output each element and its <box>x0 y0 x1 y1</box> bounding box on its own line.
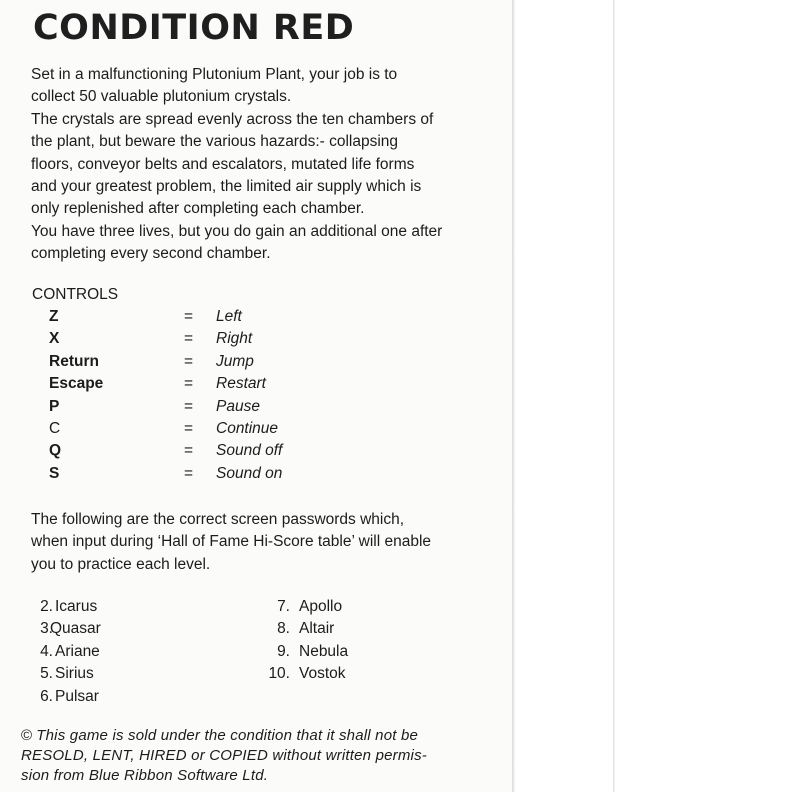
control-row <box>49 420 349 442</box>
text-line: and your greatest problem, the limited air supply which is <box>31 178 422 196</box>
password-item <box>31 620 231 642</box>
level-number: 4. <box>40 642 53 660</box>
control-action: Right <box>216 330 253 348</box>
text-line: the plant, but beware the various hazards:- collapsing <box>31 133 399 151</box>
level-number: 5. <box>40 665 53 683</box>
control-action: Sound on <box>216 464 283 482</box>
equals-sign: = <box>184 330 194 348</box>
password-name: Icarus <box>55 598 98 615</box>
text-line: RESOLD, LENT, HIRED or COPIED without written permis- <box>21 747 427 764</box>
password-item <box>266 643 466 665</box>
control-row <box>49 353 349 375</box>
password-list-left <box>31 598 231 710</box>
page-title: CONDITION RED <box>33 8 355 48</box>
text-line: This game is sold under the condition that it shall not be <box>36 727 419 744</box>
level-number: 2. <box>40 598 53 615</box>
equals-sign: = <box>184 464 194 482</box>
control-row <box>49 375 349 397</box>
control-action: Restart <box>216 375 266 393</box>
control-row <box>49 442 349 464</box>
equals-sign: = <box>184 397 194 415</box>
password-name: Quasar <box>50 620 101 638</box>
control-row <box>49 465 349 487</box>
password-name: Altair <box>299 620 335 638</box>
control-key: Z <box>49 308 59 325</box>
equals-sign: = <box>184 308 194 325</box>
password-name: Sirius <box>55 665 94 683</box>
level-number: 10. <box>268 665 290 683</box>
password-item <box>266 620 466 642</box>
control-key: C <box>49 419 61 437</box>
control-row <box>49 308 349 330</box>
control-key: P <box>49 397 60 415</box>
password-item <box>31 598 231 620</box>
text-line: collect 50 valuable plutonium crystals. <box>31 88 292 106</box>
password-item <box>31 643 231 665</box>
level-number: 7. <box>277 598 290 615</box>
text-line: floors, conveyor belts and escalators, mutated life forms <box>31 155 415 173</box>
equals-sign: = <box>184 442 194 460</box>
equals-sign: = <box>184 375 194 393</box>
password-name: Pulsar <box>55 687 99 705</box>
control-action: Left <box>216 308 242 325</box>
text-line: sion from Blue Ribbon Software Ltd. <box>21 767 269 784</box>
password-item <box>266 598 466 620</box>
copyright-notice <box>21 726 481 786</box>
text-line: you to practice each level. <box>31 555 211 573</box>
password-list-right <box>266 598 466 688</box>
password-item <box>31 665 231 687</box>
password-item <box>266 665 466 687</box>
control-row <box>49 330 349 352</box>
password-name: Nebula <box>299 642 349 660</box>
control-action: Jump <box>216 352 254 370</box>
text-line: The following are the correct screen passwords which, <box>31 511 405 528</box>
password-name: Vostok <box>299 665 346 683</box>
fold-line <box>613 0 615 792</box>
control-action: Pause <box>216 397 260 415</box>
password-name: Ariane <box>55 642 100 660</box>
intro-text <box>31 64 476 266</box>
password-name: Apollo <box>299 598 343 615</box>
level-number: 6. <box>40 687 53 705</box>
level-number: 3. <box>40 620 53 638</box>
control-action: Sound off <box>216 442 283 460</box>
controls-heading: CONTROLS <box>32 286 119 303</box>
controls-list <box>49 308 349 487</box>
text-line: when input during ‘Hall of Fame Hi-Score table’ will enable <box>31 533 432 551</box>
text-line: You have three lives, but you do gain an additional one after <box>31 222 443 240</box>
equals-sign: = <box>184 352 194 370</box>
level-number: 8. <box>277 620 290 638</box>
control-key: X <box>49 330 60 348</box>
passwords-intro <box>31 509 476 576</box>
control-key: Q <box>49 442 62 460</box>
text-line: completing every second chamber. <box>31 245 271 263</box>
fold-line <box>512 0 515 792</box>
intro-paragraph-1 <box>31 64 476 109</box>
text-line: The crystals are spread evenly across the ten chambers of <box>31 110 434 128</box>
control-action: Continue <box>216 419 279 437</box>
intro-paragraph-2 <box>31 109 476 221</box>
password-item <box>31 688 231 710</box>
control-row <box>49 398 349 420</box>
copyright-icon: © <box>21 727 33 744</box>
text-line: Set in a malfunctioning Plutonium Plant, your job is to <box>31 66 398 83</box>
equals-sign: = <box>184 419 194 437</box>
text-line: only replenished after completing each chamber. <box>31 200 365 218</box>
level-number: 9. <box>277 642 290 660</box>
intro-paragraph-3 <box>31 221 476 266</box>
control-key: Return <box>49 352 99 370</box>
control-key: Escape <box>49 375 104 393</box>
control-key: S <box>49 464 60 482</box>
